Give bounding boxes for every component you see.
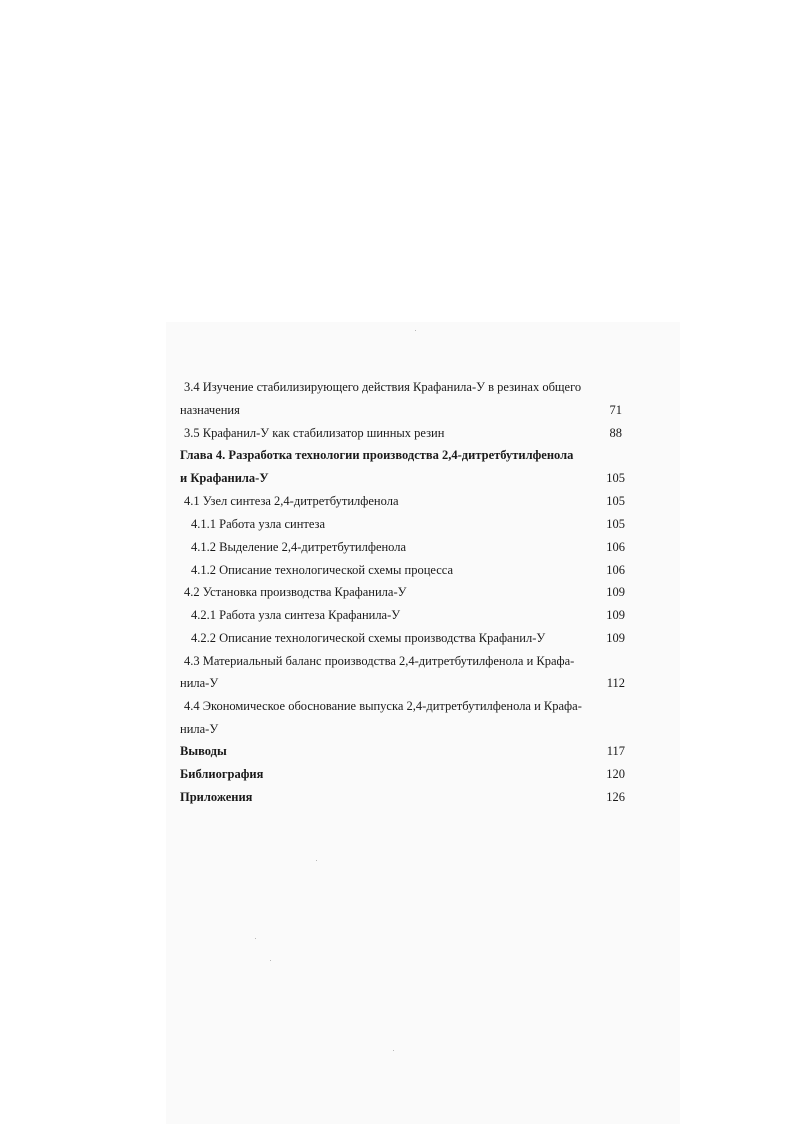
toc-entry (0, 536, 795, 558)
toc-entry (0, 399, 795, 421)
toc-entry (0, 513, 795, 535)
toc-entry-page: 109 (606, 608, 625, 622)
toc-entry-page: 106 (606, 540, 625, 554)
toc-entry-page: 71 (609, 403, 622, 417)
toc-entry-title: 4.3 Материальный баланс производства 2,4-дитретбутилфенола и Крафа- (184, 654, 575, 668)
toc-entry-title: назначения (180, 403, 240, 417)
toc-entry-title: Глава 4. Разработка технологии производства 2,4-дитретбутилфенола (180, 448, 574, 462)
toc-entry-page: 105 (606, 471, 625, 485)
toc-entry (0, 376, 795, 398)
toc-entry (0, 718, 795, 740)
toc-entry (0, 559, 795, 581)
toc-entry-page: 105 (606, 517, 625, 531)
toc-entry-page: 126 (606, 790, 625, 804)
toc-entry-title: 4.2 Установка производства Крафанила-У (184, 585, 407, 599)
scan-speck (270, 960, 271, 961)
toc-entry (0, 672, 795, 694)
toc-entry (0, 740, 795, 762)
toc-entry-title: и Крафанила-У (180, 471, 269, 485)
toc-entry-title: 4.1.2 Выделение 2,4-дитретбутилфенола (191, 540, 407, 554)
scan-speck (255, 938, 256, 939)
toc-entry (0, 444, 795, 466)
toc-entry-page: 88 (609, 426, 622, 440)
toc-entry-title: 4.4 Экономическое обоснование выпуска 2,4-дитретбутилфенола и Крафа- (184, 699, 582, 713)
toc-entry-title: 3.4 Изучение стабилизирующего действия Крафанила-У в резинах общего (184, 380, 582, 394)
toc-entry-title: Выводы (180, 744, 227, 758)
toc-entry-page: 117 (606, 744, 625, 758)
toc-entry (0, 763, 795, 785)
toc-entry-title: 4.1.1 Работа узла синтеза (191, 517, 326, 531)
toc-entry-page: 109 (606, 585, 625, 599)
toc-entry-title: 3.5 Крафанил-У как стабилизатор шинных резин (184, 426, 445, 440)
toc-entry (0, 786, 795, 808)
toc-entry-title: нила-У (180, 676, 219, 690)
toc-entry (0, 422, 795, 444)
toc-entry-page: 106 (606, 563, 625, 577)
toc-entry (0, 604, 795, 626)
toc-entry-page: 109 (606, 631, 625, 645)
scan-speck (415, 330, 416, 331)
toc-entry-title: нила-У (180, 722, 219, 736)
toc-entry-title: 4.2.1 Работа узла синтеза Крафанила-У (191, 608, 401, 622)
toc-entry (0, 581, 795, 603)
toc-entry (0, 490, 795, 512)
scan-speck (393, 1050, 394, 1051)
toc-entry (0, 467, 795, 489)
toc-entry-title: 4.1.2 Описание технологической схемы процесса (191, 563, 454, 577)
toc-entry (0, 627, 795, 649)
toc-entry-title: 4.2.2 Описание технологической схемы производства Крафанил-У (191, 631, 546, 645)
toc-entry (0, 695, 795, 717)
toc-entry-page: 120 (606, 767, 625, 781)
toc-entry-title: Библиография (180, 767, 264, 781)
toc-entry-title: Приложения (180, 790, 253, 804)
toc-entry-page: 105 (606, 494, 625, 508)
toc-entry-title: 4.1 Узел синтеза 2,4-дитретбутилфенола (184, 494, 399, 508)
scan-speck (316, 860, 317, 861)
toc-entry (0, 650, 795, 672)
toc-entry-page: 112 (606, 676, 625, 690)
